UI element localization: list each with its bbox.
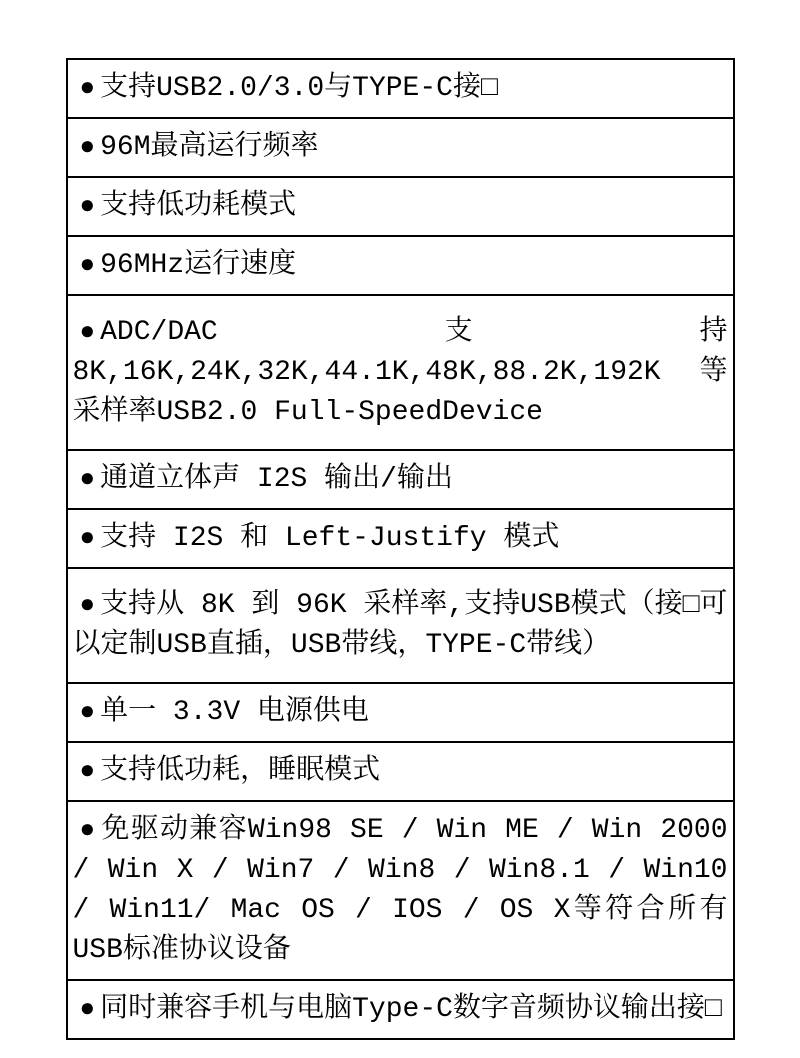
feature-label: 通道立体声 I2S 输出/输出 [100, 464, 453, 495]
bullet-icon: ● [79, 815, 96, 845]
page [0, 58, 800, 1058]
feature-label: 支持低功耗，睡眠模式 [100, 756, 381, 787]
feature-row [68, 294, 733, 449]
bullet-icon: ● [79, 73, 96, 103]
feature-row [68, 508, 733, 567]
feature-text [73, 989, 728, 1030]
feature-row [68, 682, 733, 741]
feature-text [73, 810, 728, 971]
feature-label: 同时兼容手机与电脑Type-C数字音频协议输出接□ [100, 994, 722, 1025]
bullet-icon: ● [79, 756, 96, 786]
bullet-icon: ● [79, 994, 96, 1024]
feature-label: 96M最高运行频率 [100, 132, 319, 163]
feature-label: 支持USB2.0/3.0与TYPE-C接□ [100, 73, 498, 104]
feature-row [68, 117, 733, 176]
bullet-icon: ● [79, 250, 96, 280]
feature-text [73, 692, 728, 733]
feature-row [68, 979, 733, 1038]
feature-row [68, 449, 733, 508]
bullet-icon: ● [79, 697, 96, 727]
feature-row [68, 60, 733, 117]
feature-text [73, 245, 728, 286]
feature-label: 免驱动兼容Win98 SE / Win ME / Win 2000 / Win X / Win7 / Win8 / Win8.1 / Win10 / Win11/ Mac OS / IOS / OS X等符合所有USB标准协议设备 [72, 815, 728, 966]
bullet-icon: ● [79, 590, 96, 620]
feature-row [68, 176, 733, 235]
feature-text [73, 751, 728, 792]
feature-row [68, 567, 733, 682]
bullet-icon: ● [79, 132, 96, 162]
bullet-icon: ● [79, 191, 96, 221]
bullet-icon: ● [79, 317, 96, 347]
feature-table [66, 58, 735, 1040]
feature-text [73, 186, 728, 227]
feature-text [73, 518, 728, 559]
bullet-icon: ● [79, 464, 96, 494]
bullet-icon: ● [79, 523, 96, 553]
feature-label: 支持 I2S 和 Left-Justify 模式 [100, 523, 560, 554]
feature-label: 支持低功耗模式 [100, 191, 297, 222]
feature-row [68, 800, 733, 979]
feature-text [73, 68, 728, 109]
feature-row [68, 741, 733, 800]
feature-label: 支持从 8K 到 96K 采样率,支持USB模式（接□可以定制USB直插，USB带线，TYPE-C带线） [72, 590, 728, 661]
feature-label: 单一 3.3V 电源供电 [100, 697, 369, 728]
feature-row [68, 235, 733, 294]
feature-text [73, 459, 728, 500]
feature-text [73, 127, 728, 168]
feature-text [73, 312, 728, 433]
feature-label: 96MHz运行速度 [100, 250, 297, 281]
feature-label: ADC/DAC支持8K,16K,24K,32K,44.1K,48K,88.2K,192K 等采样率USB2.0 Full-SpeedDevice [72, 317, 728, 428]
feature-text [73, 585, 728, 666]
